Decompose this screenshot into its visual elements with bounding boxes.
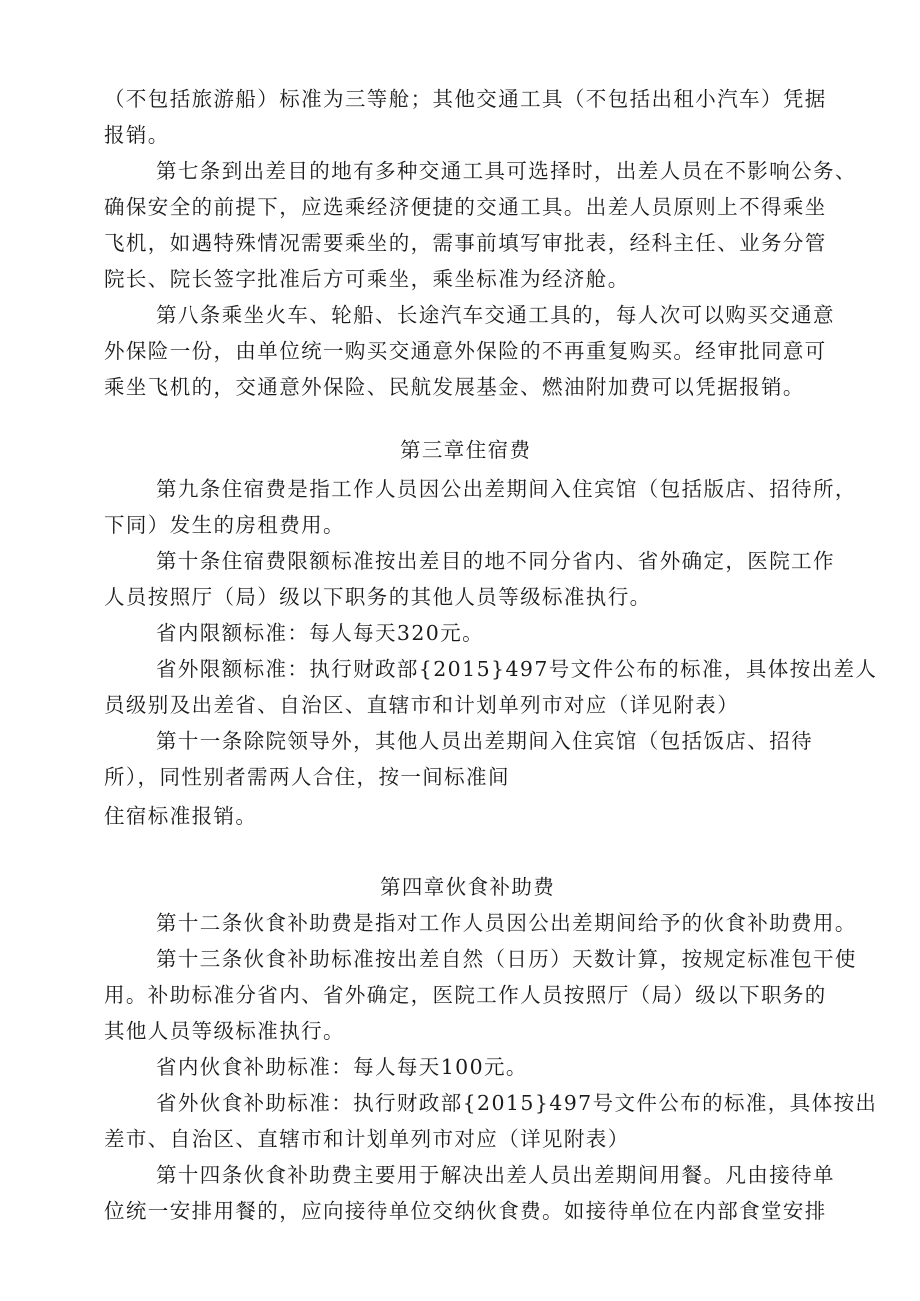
text-line: 报销。: [104, 123, 170, 147]
text-line: 省外限额标准：执行财政部{2015}497号文件公布的标准，具体按出差人: [156, 657, 878, 681]
text-line: 院长、院长签字批准后方可乘坐，乘坐标准为经济舱。: [104, 267, 630, 291]
text-line: 人员按照厅（局）级以下职务的其他人员等级标准执行。: [104, 585, 652, 609]
text-line: 乘坐飞机的，交通意外保险、民航发展基金、燃油附加费可以凭据报销。: [104, 375, 805, 399]
text-line: 第十四条伙食补助费主要用于解决出差人员出差期间用餐。凡由接待单: [156, 1163, 835, 1187]
text-line: 第七条到出差目的地有多种交通工具可选择时，出差人员在不影响公务、: [156, 159, 857, 183]
text-line: 外保险一份，由单位统一购买交通意外保险的不再重复购买。经审批同意可: [104, 339, 827, 363]
text-line: 用。补助标准分省内、省外确定，医院工作人员按照厅（局）级以下职务的: [104, 983, 827, 1007]
text-line: 第十三条伙食补助标准按出差自然（日历）天数计算，按规定标准包干使: [156, 947, 857, 971]
text-line: 第八条乘坐火车、轮船、长途汽车交通工具的，每人次可以购买交通意: [156, 303, 835, 327]
text-line: 省外伙食补助标准：执行财政部{2015}497号文件公布的标准，具体按出: [156, 1091, 878, 1115]
text-line: 第十一条除院领导外，其他人员出差期间入住宾馆（包括饭店、招待: [156, 729, 813, 753]
text-line: 差市、自治区、直辖市和计划单列市对应（详见附表）: [104, 1127, 630, 1151]
text-line: 确保安全的前提下，应选乘经济便捷的交通工具。出差人员原则上不得乘坐: [104, 195, 827, 219]
text-line: 住宿标准报销。: [104, 804, 258, 828]
text-line: 第十二条伙食补助费是指对工作人员因公出差期间给予的伙食补助费用。: [156, 911, 857, 935]
text-line: 员级别及出差省、自治区、直辖市和计划单列市对应（详见附表）: [104, 693, 740, 717]
text-line: 飞机，如遇特殊情况需要乘坐的，需事前填写审批表，经科主任、业务分管: [104, 231, 827, 255]
text-line: 省内限额标准：每人每天320元。: [156, 621, 485, 645]
text-line: 省内伙食补助标准：每人每天100元。: [156, 1055, 528, 1079]
text-line: 其他人员等级标准执行。: [104, 1019, 345, 1043]
chapter-heading: 第四章伙食补助费: [380, 875, 556, 899]
text-line: 第九条住宿费是指工作人员因公出差期间入住宾馆（包括版店、招待所，: [156, 477, 857, 501]
text-line: 第十条住宿费限额标准按出差目的地不同分省内、省外确定，医院工作: [156, 549, 835, 573]
text-line: 下同）发生的房租费用。: [104, 513, 345, 537]
text-line: （不包括旅游船）标准为三等舱；其他交通工具（不包括出租小汽车）凭据: [104, 87, 827, 111]
text-line: 位统一安排用餐的，应向接待单位交纳伙食费。如接待单位在内部食堂安排: [104, 1199, 827, 1223]
chapter-heading: 第三章住宿费: [400, 438, 532, 462]
text-line: 所），同性别者需两人合住，按一间标准间: [104, 765, 510, 789]
